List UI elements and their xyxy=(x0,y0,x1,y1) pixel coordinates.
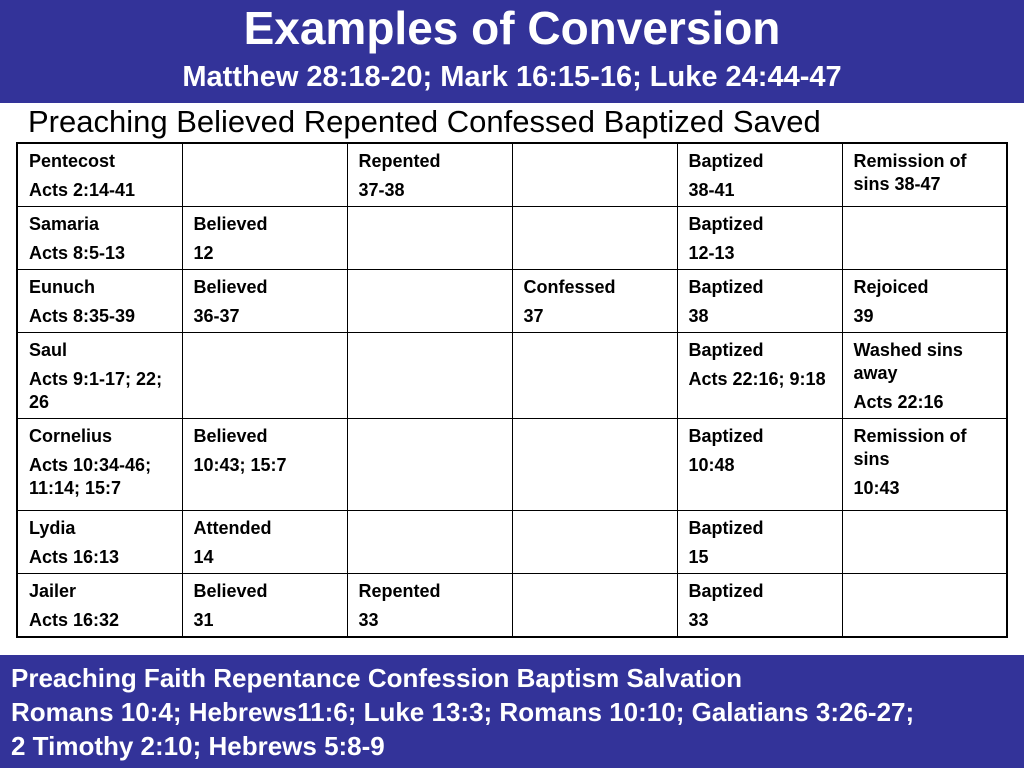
table-cell xyxy=(512,143,677,207)
table-cell xyxy=(512,333,677,419)
table-cell xyxy=(182,574,347,638)
cell-label: Confessed xyxy=(523,277,616,297)
cell-label xyxy=(359,276,502,299)
table-cell xyxy=(512,270,677,333)
table-cell xyxy=(512,207,677,270)
cell-label: Believed xyxy=(193,277,268,297)
table-cell xyxy=(842,419,1007,511)
cell-label: Baptized xyxy=(688,340,764,360)
table-cell xyxy=(677,143,842,207)
cell-label: Believed xyxy=(193,214,268,234)
table-cell xyxy=(677,574,842,638)
cell-label xyxy=(524,339,667,362)
table-cell xyxy=(677,207,842,270)
cell-label: Lydia xyxy=(29,518,76,538)
footer-banner xyxy=(0,655,1024,768)
table-cell xyxy=(182,143,347,207)
cell-label xyxy=(854,580,997,603)
cell-label: Believed xyxy=(193,581,268,601)
table-cell xyxy=(347,207,512,270)
cell-reference: Acts 2:14-41 xyxy=(29,180,136,200)
cell-label xyxy=(524,580,667,603)
cell-label xyxy=(524,425,667,448)
cell-reference: 38 xyxy=(688,306,709,326)
table-cell xyxy=(17,333,182,419)
title-banner xyxy=(0,0,1024,103)
cell-label: Baptized xyxy=(688,277,764,297)
cell-reference: Acts 16:13 xyxy=(29,547,120,567)
table-cell xyxy=(347,143,512,207)
table-cell xyxy=(842,511,1007,574)
table-row xyxy=(17,419,1007,511)
cell-label: Baptized xyxy=(688,426,764,446)
table-row xyxy=(17,574,1007,638)
table-cell xyxy=(347,574,512,638)
table-cell xyxy=(182,511,347,574)
cell-label: Baptized xyxy=(688,214,764,234)
conversion-table xyxy=(16,142,1008,638)
cell-label: Pentecost xyxy=(29,151,116,171)
table-cell xyxy=(512,511,677,574)
table-cell xyxy=(182,270,347,333)
footer-line-1: Preaching Faith Repentance Confession Baptism Salvation xyxy=(11,663,743,693)
cell-reference: 12 xyxy=(193,243,214,263)
slide-title: Examples of Conversion xyxy=(243,2,781,54)
cell-label: Baptized xyxy=(688,581,764,601)
cell-label xyxy=(524,213,667,236)
cell-label: Repented xyxy=(358,151,441,171)
cell-label: Remission of sins 38-47 xyxy=(853,151,967,194)
cell-label xyxy=(194,339,337,362)
cell-label: Remission of sins xyxy=(853,426,967,469)
table-cell xyxy=(677,333,842,419)
table-cell xyxy=(347,270,512,333)
table-row xyxy=(17,511,1007,574)
table-row xyxy=(17,270,1007,333)
cell-reference: 15 xyxy=(688,547,709,567)
table-cell xyxy=(677,270,842,333)
cell-label xyxy=(359,425,502,448)
table-cell xyxy=(347,419,512,511)
cell-label xyxy=(524,150,667,173)
column-heading-line: Preaching Believed Repented Confessed Baptized Saved xyxy=(28,104,821,139)
cell-reference: 12-13 xyxy=(688,243,735,263)
table-cell xyxy=(182,207,347,270)
table-cell xyxy=(347,511,512,574)
table-cell xyxy=(842,270,1007,333)
cell-label xyxy=(359,517,502,540)
table-cell xyxy=(512,574,677,638)
table-cell xyxy=(842,143,1007,207)
cell-reference: Acts 16:32 xyxy=(29,610,120,630)
cell-label: Rejoiced xyxy=(853,277,929,297)
cell-reference: 39 xyxy=(853,306,874,326)
cell-label xyxy=(359,213,502,236)
cell-reference: 14 xyxy=(193,547,214,567)
cell-label: Believed xyxy=(193,426,268,446)
cell-label: Repented xyxy=(358,581,441,601)
cell-label xyxy=(194,150,337,173)
table-cell xyxy=(842,574,1007,638)
conversion-table-body xyxy=(17,143,1007,637)
cell-reference: Acts 9:1-17; 22; 26 xyxy=(29,369,163,412)
cell-label xyxy=(854,213,997,236)
cell-reference: Acts 8:35-39 xyxy=(29,306,136,326)
cell-reference: 37 xyxy=(523,306,544,326)
table-cell xyxy=(512,419,677,511)
cell-reference: Acts 22:16 xyxy=(853,392,944,412)
cell-label: Baptized xyxy=(688,151,764,171)
table-cell xyxy=(17,270,182,333)
cell-reference: Acts 8:5-13 xyxy=(29,243,126,263)
cell-reference: 33 xyxy=(688,610,709,630)
cell-label: Saul xyxy=(29,340,68,360)
cell-label: Washed sins away xyxy=(853,340,963,383)
table-cell xyxy=(347,333,512,419)
slide-subtitle: Matthew 28:18-20; Mark 16:15-16; Luke 24:44-47 xyxy=(182,61,842,93)
cell-reference: Acts 10:34-46; 11:14; 15:7 xyxy=(29,455,152,498)
cell-reference: 31 xyxy=(193,610,214,630)
footer-line-3: 2 Timothy 2:10; Hebrews 5:8-9 xyxy=(11,731,385,761)
cell-reference: 37-38 xyxy=(358,180,405,200)
table-cell xyxy=(842,207,1007,270)
cell-reference: 38-41 xyxy=(688,180,735,200)
cell-label: Samaria xyxy=(29,214,100,234)
table-row xyxy=(17,207,1007,270)
cell-label: Jailer xyxy=(29,581,77,601)
cell-label: Attended xyxy=(193,518,272,538)
table-cell xyxy=(182,333,347,419)
cell-reference: Acts 22:16; 9:18 xyxy=(688,369,826,389)
cell-reference: 10:48 xyxy=(688,455,735,475)
table-cell xyxy=(842,333,1007,419)
cell-label: Eunuch xyxy=(29,277,95,297)
cell-label: Cornelius xyxy=(29,426,113,446)
table-cell xyxy=(677,511,842,574)
cell-label: Baptized xyxy=(688,518,764,538)
cell-label xyxy=(854,517,997,540)
table-row xyxy=(17,143,1007,207)
table-cell xyxy=(182,419,347,511)
table-cell xyxy=(677,419,842,511)
cell-reference: 33 xyxy=(358,610,379,630)
table-cell xyxy=(17,574,182,638)
cell-reference: 10:43; 15:7 xyxy=(193,455,287,475)
cell-reference: 10:43 xyxy=(853,478,900,498)
table-cell xyxy=(17,143,182,207)
cell-label xyxy=(524,517,667,540)
cell-reference: 36-37 xyxy=(193,306,240,326)
table-cell xyxy=(17,511,182,574)
table-cell xyxy=(17,419,182,511)
footer-line-2: Romans 10:4; Hebrews11:6; Luke 13:3; Romans 10:10; Galatians 3:26-27; xyxy=(11,697,915,727)
cell-label xyxy=(359,339,502,362)
table-row xyxy=(17,333,1007,419)
table-cell xyxy=(17,207,182,270)
